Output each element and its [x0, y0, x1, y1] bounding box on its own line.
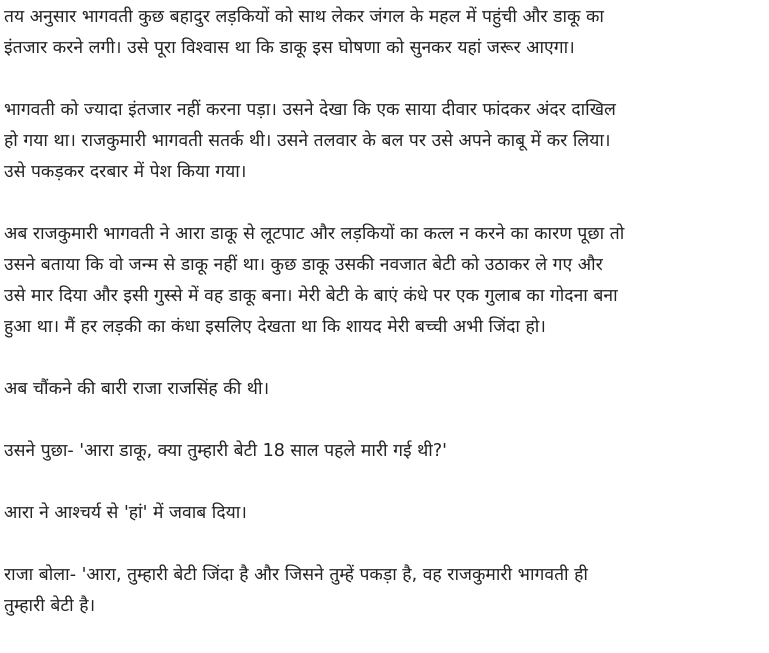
paragraph-4 [4, 374, 765, 405]
paragraph-1 [4, 2, 765, 64]
paragraph-line: तय अनुसार भागवती कुछ बहादुर लड़कियों को साथ लेकर जंगल के महल में पहुंची और डाकू का [4, 7, 604, 27]
paragraph-line: आरा ने आश्चर्य से 'हां' में जवाब दिया। [4, 503, 247, 523]
paragraph-line: राजा बोला- 'आरा, तुम्हारी बेटी जिंदा है और जिसने तुम्हें पकड़ा है, वह राजकुमारी भागवती ही [4, 565, 588, 585]
paragraph-7 [4, 560, 765, 622]
paragraph-5 [4, 436, 765, 467]
paragraph-line: उसे पकड़कर दरबार में पेश किया गया। [4, 162, 247, 182]
paragraph-line: अब राजकुमारी भागवती ने आरा डाकू से लूटपाट और लड़कियों का कत्ल न करने का कारण पूछा तो [4, 224, 625, 244]
paragraph-3 [4, 219, 765, 343]
paragraph-2 [4, 95, 765, 188]
article-body [4, 2, 765, 653]
paragraph-line: इंतजार करने लगी। उसे पूरा विश्वास था कि डाकू इस घोषणा को सुनकर यहां जरूर आएगा। [4, 38, 575, 58]
paragraph-line: अब चौंकने की बारी राजा राजसिंह की थी। [4, 379, 270, 399]
paragraph-line: तुम्हारी बेटी है। [4, 596, 96, 616]
paragraph-line: हो गया था। राजकुमारी भागवती सतर्क थी। उसने तलवार के बल पर उसे अपने काबू में कर लिया। [4, 131, 611, 151]
paragraph-line: हुआ था। मैं हर लड़की का कंधा इसलिए देखता था कि शायद मेरी बच्ची अभी जिंदा हो। [4, 317, 546, 337]
paragraph-line: उसने बताया कि वो जन्म से डाकू नहीं था। कुछ डाकू उसकी नवजात बेटी को उठाकर ले गए और [4, 255, 603, 275]
paragraph-6 [4, 498, 765, 529]
paragraph-line: भागवती को ज्यादा इंतजार नहीं करना पड़ा। उसने देखा कि एक साया दीवार फांदकर अंदर दाखिल [4, 100, 616, 120]
paragraph-line: उसने पुछा- 'आरा डाकू, क्या तुम्हारी बेटी 18 साल पहले मारी गई थी?' [4, 441, 447, 461]
paragraph-line: उसे मार दिया और इसी गुस्से में वह डाकू बना। मेरी बेटी के बाएं कंधे पर एक गुलाब का गोदना बना [4, 286, 618, 306]
